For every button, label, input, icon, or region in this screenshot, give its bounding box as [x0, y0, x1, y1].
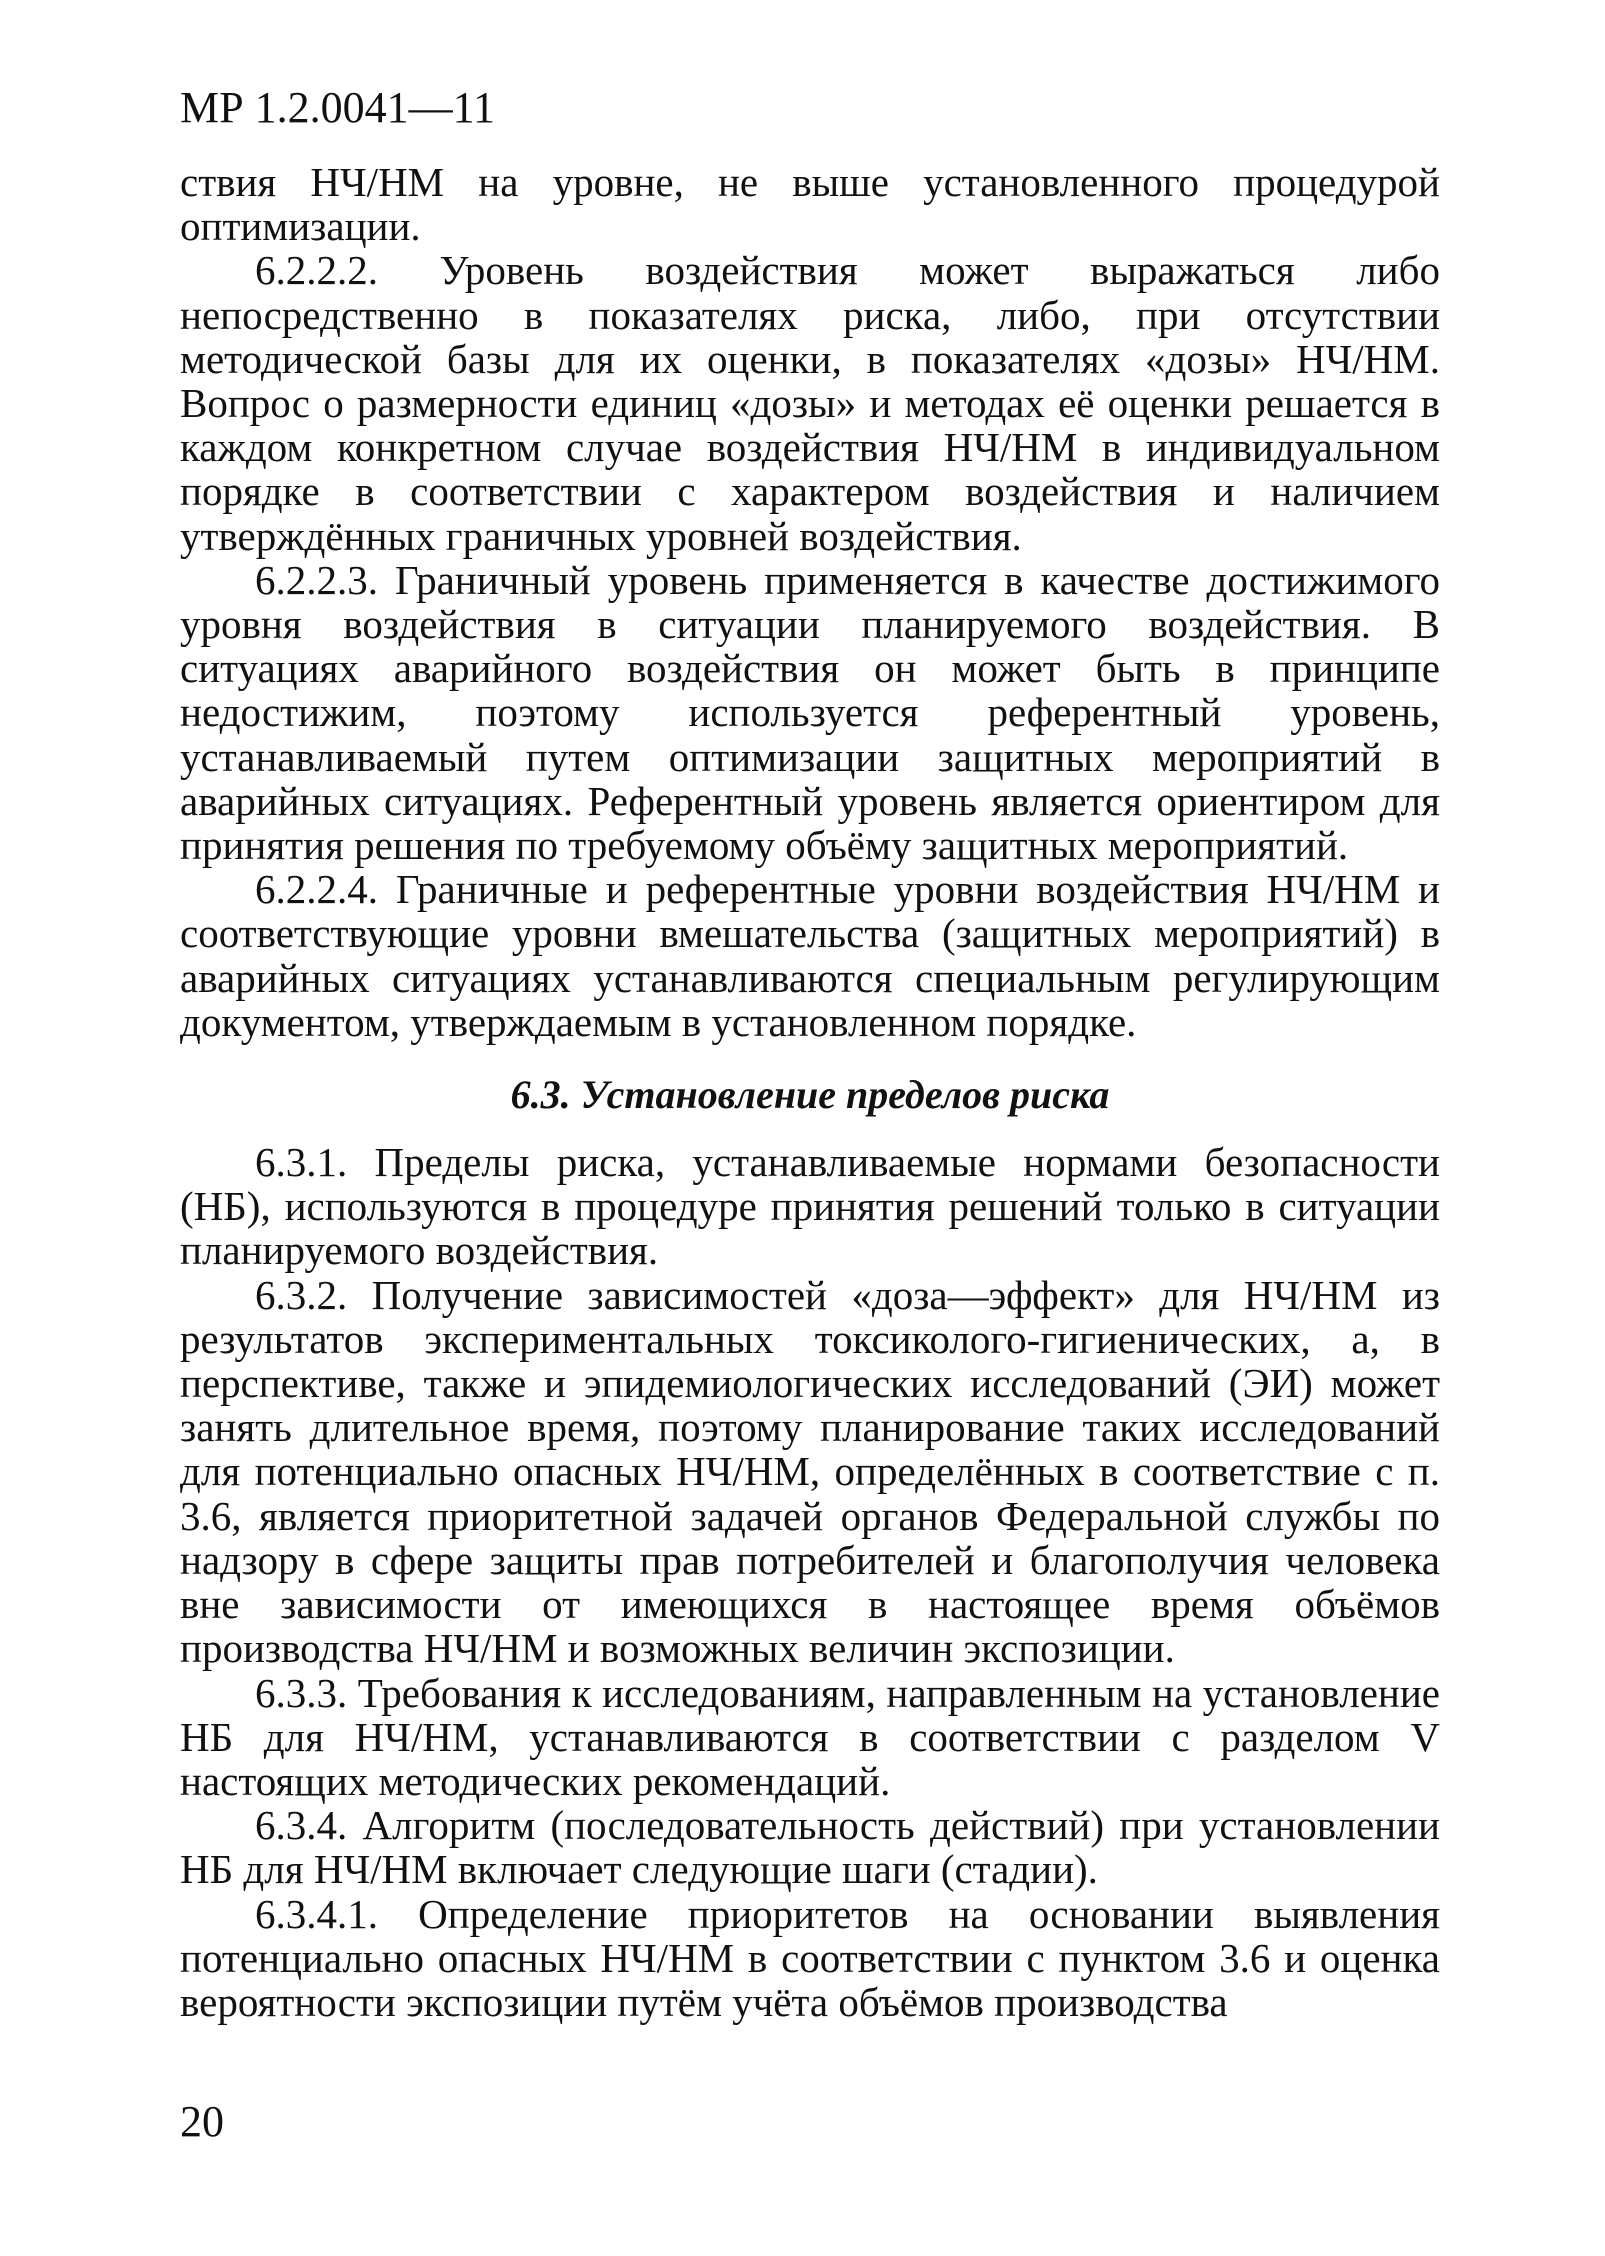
- page-number: 20: [180, 2097, 224, 2146]
- section-heading-6-3: 6.3. Установление пределов риска: [510, 1072, 1110, 1118]
- paragraph-6-2-2-4: 6.2.2.4. Граничные и референтные уровни воздействия НЧ/НМ и соответствующие уровни вмешательства (защитных мероприятий) в аварийных ситуациях устанавливаются специальным регулирующим документом, утверждаемым в установленном порядке.: [180, 866, 1440, 1045]
- paragraph-6-2-2-3: 6.2.2.3. Граничный уровень применяется в качестве достижимого уровня воздействия в ситуации планируемого воздействия. В ситуациях аварийного воздействия он может быть в принципе недостижим, поэтому используется референтный уровень, устанавливаемый путем оптимизации защитных мероприятий в аварийных ситуациях. Референтный уровень является ориентиром для принятия решения по требуемому объёму защитных мероприятий.: [180, 556, 1440, 869]
- paragraph-continuation: ствия НЧ/НМ на уровне, не выше установленного процедурой оптимизации.: [180, 159, 1440, 250]
- paragraph-6-3-1: 6.3.1. Пределы риска, устанавливаемые нормами безопасности (НБ), используются в процедуре принятия решений только в ситуации планируемого воздействия.: [180, 1139, 1440, 1274]
- paragraph-6-3-3: 6.3.3. Требования к исследованиям, направленным на установление НБ для НЧ/НМ, устанавливаются в соответствии с разделом V настоящих методических рекомендаций.: [180, 1669, 1440, 1804]
- document-body: [180, 160, 1440, 2024]
- paragraph-6-3-4-1: 6.3.4.1. Определение приоритетов на основании выявления потенциально опасных НЧ/НМ в соответствии с пунктом 3.6 и оценка вероятности экспозиции путём учёта объёмов производства: [180, 1890, 1440, 2025]
- paragraph-6-3-2: 6.3.2. Получение зависимостей «доза—эффект» для НЧ/НМ из результатов экспериментальных токсиколого-гигиенических, а, в перспективе, также и эпидемиологических исследований (ЭИ) может занять длительное время, поэтому планирование таких исследований для потенциально опасных НЧ/НМ, определённых в соответствие с п. 3.6, является приоритетной задачей органов Федеральной службы по надзору в сфере защиты прав потребителей и благополучия человека вне зависимости от имеющихся в настоящее время объёмов производства НЧ/НМ и возможных величин экспозиции.: [180, 1271, 1440, 1672]
- document-header: МР 1.2.0041—11: [180, 83, 495, 132]
- paragraph-6-2-2-2: 6.2.2.2. Уровень воздействия может выражаться либо непосредственно в показателях риска, либо, при отсутствии методической базы для их оценки, в показателях «дозы» НЧ/НМ. Вопрос о размерности единиц «дозы» и методах её оценки решается в каждом конкретном случае воздействия НЧ/НМ в индивидуальном порядке в соответствии с характером воздействия и наличием утверждённых граничных уровней воздействия.: [180, 247, 1440, 559]
- paragraph-6-3-4: 6.3.4. Алгоритм (последовательность действий) при установлении НБ для НЧ/НМ включает следующие шаги (стадии).: [180, 1802, 1440, 1893]
- document-page: [180, 0, 1440, 2256]
